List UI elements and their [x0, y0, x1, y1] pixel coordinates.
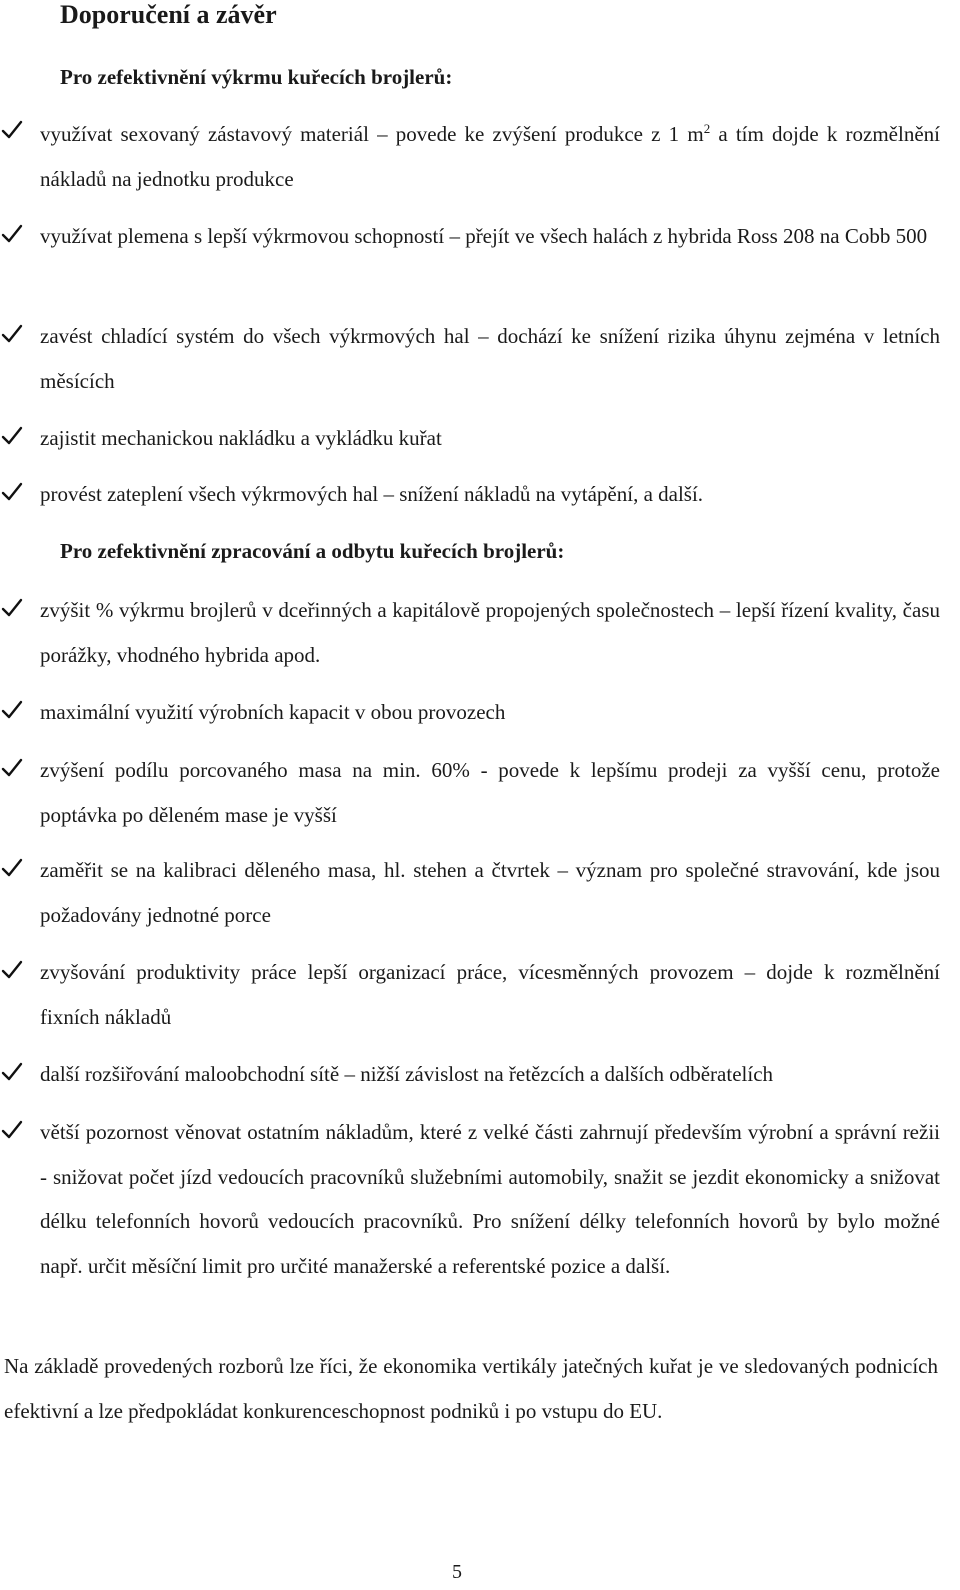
- list-item-text-continued: a tím dojde k rozmělnění nákladů na jednotku produkce: [40, 122, 940, 191]
- document-page: Doporučení a závěr Pro zefektivnění výkrmu kuřecích brojlerů: využívat sexovaný zástavový materiál – povede ke zvýšení produkce z 1 $m^2$ a tím dojde k rozmělnění nákladů na jednotku produkce využívat plemena s lepší výkrmovou schopností – přejít ve všech halách z hybrida Ross 208 na Cobb 500 zavést chladící systém do všech výkrmových hal – dochází ke snížení rizika úhynu zejména v letních měsících zajistit mechanickou nakládku a vykládku kuřat provést zateplení všech výkrmových hal – snížení nákladů na vytápění, a další. Pro zefektivnění zpracování a odbytu kuřecích brojlerů: zvýšit % výkrmu brojlerů v dceřinných a kapitálově propojených společnostech – lepší řízení kvality, času porážky, vhodného hybrida apod. maximální využití výrobních kapacit v obou provozech zvýšení podílu porcovaného masa na min. 60% - povede k lepšímu prodeji za vyšší cenu, protože poptávka po děleném mase je vyšší zaměřit se na kalibraci děleného masa, hl. stehen a čtvrtek – význam pro společné stravování, kde jsou požadovány jednotné porce zvyšování produktivity práce lepší organizací práce, vícesměnných provozem – dojde k rozmělnění fixních nákladů další rozšiřování maloobchodní sítě – nižší závislost na řetězcích a dalších odběratelích větší pozornost věnovat ostatním nákladům, které z velké části zahrnují především výrobní a správní režii - snižovat počet jízd vedoucích pracovníků služebními automobily, snažit se jezdit ekonomicky a snižovat délku telefonních hovorů vedoucích pracovníků. Pro snížení délky telefonních hovorů by bylo možné např. určit měsíční limit pro určité manažerské a referentské pozice a další. Na základě provedených rozborů lze říci, že ekonomika vertikály jatečných kuřat je ve sledovaných podnicích efektivní a lze předpokládat konkurenceschopnost podniků i po vstupu do EU. 5: [0, 0, 960, 1590]
- checkmark-icon: [0, 424, 24, 448]
- checkmark-icon: [0, 322, 24, 346]
- section-heading-fattening: Pro zefektivnění výkrmu kuřecích brojlerů:: [60, 65, 453, 89]
- list-item: další rozšiřování maloobchodní sítě – nižší závislost na řetězcích a dalších odběratelích: [40, 1062, 774, 1086]
- checkmark-icon: [0, 596, 24, 620]
- section-heading-processing: Pro zefektivnění zpracování a odbytu kuřecích brojlerů:: [60, 539, 565, 563]
- page-title: Doporučení a závěr: [60, 0, 277, 29]
- checkmark-icon: [0, 756, 24, 780]
- conclusion-paragraph: Na základě provedených rozborů lze říci, že ekonomika vertikály jatečných kuřat je ve sledovaných podnicích efektivní a lze předpokládat konkurenceschopnost podniků i po vstupu do EU.: [4, 1354, 938, 1423]
- list-item: větší pozornost věnovat ostatním nákladům, které z velké části zahrnují především výrobní a správní režii - snižovat počet jízd vedoucích pracovníků služebními automobily, snažit se jezdit ekonomicky a snižovat délku telefonních hovorů vedoucích pracovníků. Pro snížení délky telefonních hovorů by bylo možné např. určit měsíční limit pro určité manažerské a referentské pozice a další.: [40, 1120, 940, 1278]
- checkmark-icon: [0, 1118, 24, 1142]
- list-item: [40, 112, 940, 201]
- list-item: zvýšení podílu porcovaného masa na min. 60% - povede k lepšímu prodeji za vyšší cenu, protože poptávka po děleném mase je vyšší: [40, 758, 940, 827]
- list-item: zaměřit se na kalibraci děleného masa, hl. stehen a čtvrtek – význam pro společné stravování, kde jsou požadovány jednotné porce: [40, 858, 940, 927]
- checkmark-icon: [0, 118, 24, 142]
- list-item: zvyšování produktivity práce lepší organizací práce, vícesměnných provozem – dojde k rozmělnění fixních nákladů: [40, 960, 940, 1029]
- checkmark-icon: [0, 222, 24, 246]
- list-item-text: využívat sexovaný zástavový materiál – povede ke zvýšení produkce z 1 m: [40, 122, 704, 146]
- checkmark-icon: [0, 856, 24, 880]
- checkmark-icon: [0, 698, 24, 722]
- list-item: zavést chladící systém do všech výkrmových hal – dochází ke snížení rizika úhynu zejména v letních měsících: [40, 324, 940, 393]
- list-item: zvýšit % výkrmu brojlerů v dceřinných a kapitálově propojených společnostech – lepší řízení kvality, času porážky, vhodného hybrida apod.: [40, 598, 940, 667]
- checkmark-icon: [0, 958, 24, 982]
- superscript: 2: [703, 121, 711, 136]
- list-item: využívat plemena s lepší výkrmovou schopností – přejít ve všech halách z hybrida Ross 208 na Cobb 500: [40, 224, 928, 248]
- list-item: maximální využití výrobních kapacit v obou provozech: [40, 700, 506, 724]
- list-item: provést zateplení všech výkrmových hal – snížení nákladů na vytápění, a další.: [40, 482, 704, 506]
- checkmark-icon: [0, 480, 24, 504]
- list-item: zajistit mechanickou nakládku a vykládku kuřat: [40, 426, 442, 450]
- checkmark-icon: [0, 1060, 24, 1084]
